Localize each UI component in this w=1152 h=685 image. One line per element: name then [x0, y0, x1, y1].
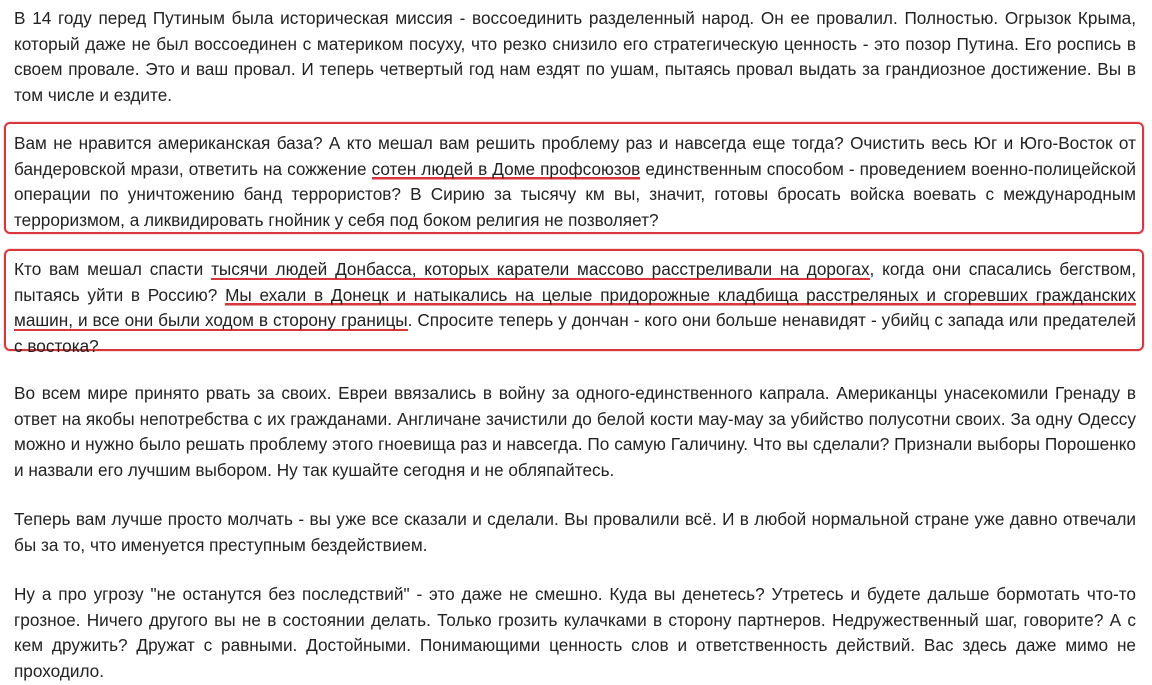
- underlined-phrase: тысячи людей Донбасса, которых каратели массово расстреливали на дорогах: [211, 259, 870, 279]
- underlined-phrase: Мы ехали в Донецк и натыкались на целые придорожные кладбища расстреляных и сгоревших гражданских машин, и все они были ходом в сторону границы: [14, 284, 1136, 330]
- paragraph-2-text-b: единственным способом - проведением военно-полицейской операции по уничтожению банд террористов? В Сирию за тысячу км вы, значит, готовы бросать войска воевать с международным терроризмом, а ликвидировать гнойник у себя под боком религия не позволяет?: [14, 158, 1137, 230]
- paragraph-2-text-a: Вам не нравится американская база? А кто мешал вам решить проблему раз и навсегда еще тогда? Очистить весь Юг и Юго-Восток от бандеровской мрази, ответить на сожжение: [14, 133, 1136, 179]
- paragraph-1: В 14 году перед Путиным была историческая миссия - воссоединить разделенный народ. Он ее провалил. Полностью. Огрызок Крыма, который даже не был воссоединен с материком посуху, что резко снизило его стратегическую ценность - это позор Путина. Его роспись в своем провале. Это и ваш провал. И теперь четвертый год нам ездят по ушам, пытаясь провал выдать за грандиозное достижение. Вы в том числе и ездите.: [14, 8, 1136, 105]
- paragraph-3-text-b: , когда они спасались бегством, пытаясь уйти в Россию?: [14, 259, 1136, 305]
- underlined-phrase: сотен людей в Доме профсоюзов: [371, 158, 641, 179]
- paragraph-3-text-a: Кто вам мешал спасти: [14, 259, 212, 279]
- paragraph-5: Теперь вам лучше просто молчать - вы уже все сказали и сделали. Вы провалили всё. И в любой нормальной стране уже давно отвечали бы за то, что именуется преступным бездействием.: [14, 509, 1136, 555]
- paragraph-6: Ну а про угрозу "не останутся без последствий" - это даже не смешно. Куда вы денетесь? Утретесь и будете дальше бормотать что-то грозное. Ничего другого вы не в состоянии делать. Только грозить кулачками в сторону партнеров. Недружественный шаг, говорите? А с кем дружить? Дружат с равными. Достойными. Понимающими ценность слов и ответственность действий. Вас здесь даже мимо не проходило.: [14, 584, 1136, 681]
- paragraph-3-text-c: . Спросите теперь у дончан - кого они больше ненавидят - убийц с запада или предателей с востока?: [14, 310, 1136, 356]
- paragraph-2: [14, 131, 1136, 233]
- paragraph-4: Во всем мире принято рвать за своих. Евреи ввязались в войну за одного-единственного капрала. Американцы унасекомили Гренаду в ответ на якобы непотребства с их гражданами. Англичане зачистили до белой кости мау-мау за убийство полусотни своих. За одну Одессу можно и нужно было решать проблему этого гноевища раз и навсегда. По самую Галичину. Что вы сделали? Признали выборы Порошенко и назвали его лучшим выбором. Ну так кушайте сегодня и не обляпайтесь.: [14, 383, 1136, 480]
- paragraph-3: [14, 257, 1136, 359]
